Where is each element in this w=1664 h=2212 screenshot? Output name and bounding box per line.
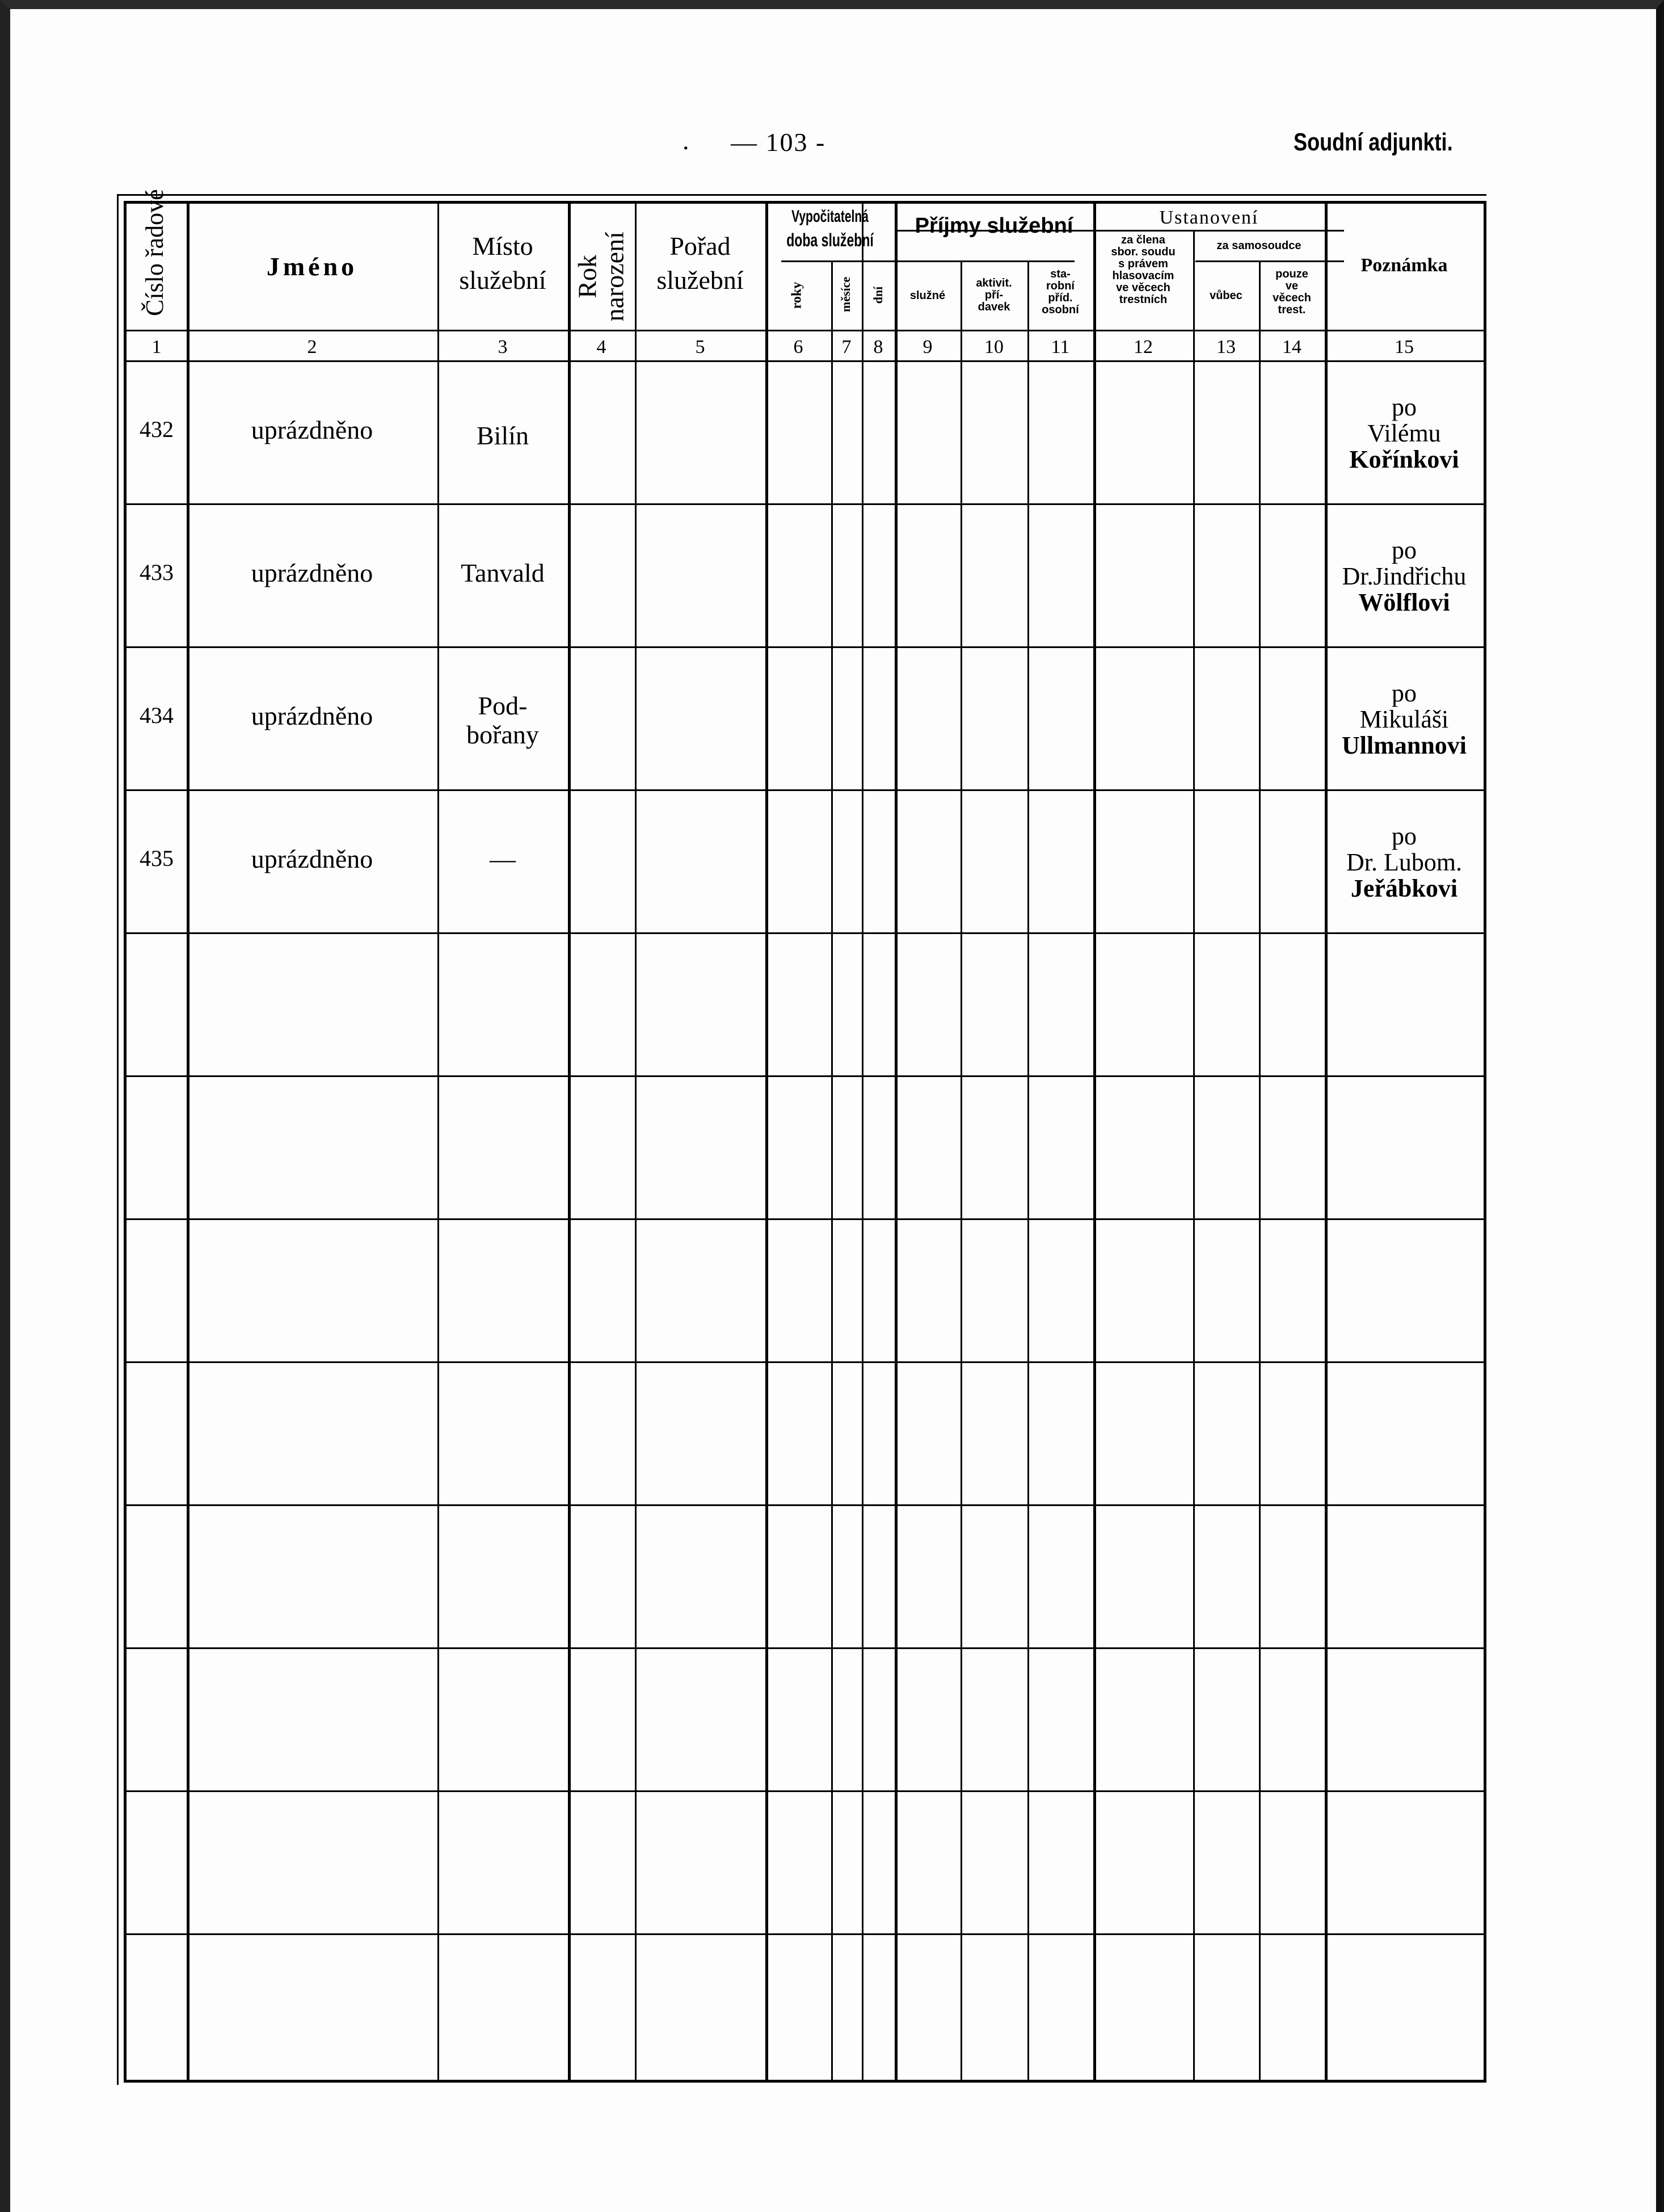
col-line xyxy=(895,204,898,2080)
row-jmeno: uprázdněno xyxy=(251,844,373,873)
register-table xyxy=(124,189,1486,2083)
row-misto: Pod- bořany xyxy=(466,691,539,749)
colnum-9: 9 xyxy=(922,337,933,358)
col-line xyxy=(862,204,863,2080)
row-line xyxy=(127,1218,1484,1220)
col-line xyxy=(831,260,833,2080)
colnum-5: 5 xyxy=(695,337,705,358)
row-cislo: 434 xyxy=(140,703,174,728)
page-dot: . xyxy=(683,126,689,155)
header-misto-1: Místo xyxy=(472,232,533,260)
header-mesice: měsíce xyxy=(839,276,853,312)
colnum-1: 1 xyxy=(151,337,162,358)
row-line xyxy=(127,1790,1484,1792)
row-jmeno: uprázdněno xyxy=(251,701,373,730)
header-sluzne: služné xyxy=(909,289,946,302)
colnum-6: 6 xyxy=(793,337,803,358)
row-poznamka: po Vilému Kořínkovi xyxy=(1349,393,1459,474)
row-poznamka: po Dr.Jindřichu Wölflovi xyxy=(1342,536,1467,617)
row-line xyxy=(127,1647,1484,1649)
row-poznamka: po Mikuláši Ullmannovi xyxy=(1341,679,1467,760)
row-cislo: 432 xyxy=(140,417,174,442)
row-cislo: 435 xyxy=(140,846,174,871)
col-line xyxy=(568,204,571,2080)
doba-sub-line xyxy=(781,260,896,262)
header-pouze: pouze ve věcech trest. xyxy=(1273,268,1311,316)
row-line xyxy=(127,1504,1484,1506)
colnum-2: 2 xyxy=(307,337,317,358)
colnum-8: 8 xyxy=(873,337,883,358)
header-misto-2: služební xyxy=(459,266,546,295)
header-ustanoveni: Ustanovení xyxy=(1159,207,1259,228)
header-roky: roky xyxy=(789,281,804,309)
col-line xyxy=(765,204,768,2080)
row-misto: — xyxy=(490,844,516,873)
col-line xyxy=(1093,204,1096,2080)
header-vubec: vůbec xyxy=(1210,289,1242,302)
header-za-samosoudce: za samosoudce xyxy=(1216,239,1301,252)
colnum-4: 4 xyxy=(596,337,606,358)
samosoudce-sub-line xyxy=(1195,260,1344,262)
row-line xyxy=(127,932,1484,934)
row-misto: Bilín xyxy=(476,421,529,450)
header-rok: Rok narození xyxy=(572,232,629,322)
header-prijmy: Příjmy služební xyxy=(915,214,1073,238)
colnum-11: 11 xyxy=(1051,337,1070,358)
row-misto: Tanvald xyxy=(461,558,545,587)
header-dni: dní xyxy=(871,286,885,304)
header-doba-2: doba služební xyxy=(786,230,874,250)
header-porad-1: Pořad xyxy=(669,232,731,260)
header-bottom-line xyxy=(127,330,1484,331)
header-porad-2: služební xyxy=(656,266,744,295)
col-line xyxy=(187,204,189,2080)
col-line xyxy=(1259,260,1261,2080)
col-line xyxy=(437,204,439,2080)
colnum-3: 3 xyxy=(498,337,508,358)
colnum-12: 12 xyxy=(1134,337,1153,358)
colnum-13: 13 xyxy=(1216,337,1236,358)
colnum-bottom-line xyxy=(127,360,1484,362)
col-line xyxy=(1193,230,1195,2080)
row-line xyxy=(127,646,1484,648)
row-line xyxy=(127,1933,1484,1935)
page-number: — 103 - xyxy=(731,128,826,157)
row-cislo: 433 xyxy=(140,560,174,585)
colnum-10: 10 xyxy=(984,337,1004,358)
header-starobni: sta- robní příd. osobní xyxy=(1042,268,1079,316)
colnum-7: 7 xyxy=(841,337,852,358)
row-jmeno: uprázdněno xyxy=(251,558,373,587)
prijmy-sub-line2 xyxy=(896,260,1075,262)
row-poznamka: po Dr. Lubom. Jeřábkovi xyxy=(1346,822,1463,903)
ustanoveni-sub-line xyxy=(1144,230,1344,232)
section-title: Soudní adjunkti. xyxy=(1294,128,1453,156)
colnum-14: 14 xyxy=(1282,337,1301,358)
col-line xyxy=(1325,204,1328,2080)
header-cislo: Číslo řadové xyxy=(141,189,168,316)
colnum-15: 15 xyxy=(1395,337,1414,358)
header-jmeno: Jméno xyxy=(266,252,358,281)
row-line xyxy=(127,789,1484,791)
row-line xyxy=(127,1075,1484,1077)
row-line xyxy=(127,1361,1484,1363)
header-aktivit: aktivit. pří- davek xyxy=(976,277,1012,313)
header-za-clena: za člena sbor. soudu s právem hlasovacím ve věcech trestních xyxy=(1111,234,1176,306)
col-line xyxy=(635,204,637,2080)
row-jmeno: uprázdněno xyxy=(251,415,373,444)
header-poznamka: Poznámka xyxy=(1360,255,1448,276)
row-line xyxy=(127,503,1484,505)
col-line xyxy=(961,260,962,2080)
col-line xyxy=(1027,260,1029,2080)
header-doba-1: Vypočitatelná xyxy=(791,207,869,226)
